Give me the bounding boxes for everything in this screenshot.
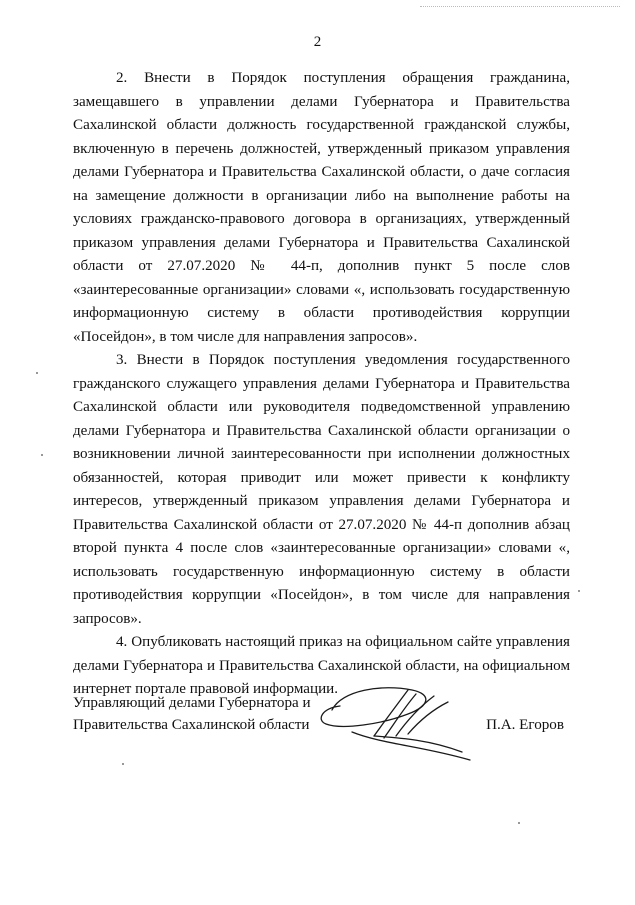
paragraph-item-2: 2. Внести в Порядок поступления обращения гражданина, замещавшего в управлении делами Губернатора и Правительства Сахалинской области должность государственной гражданской службы, включенную в перечень должностей, утвержденный приказом управления делами Губернатора и Правительства Сахалинской области, о даче согласия на замещение должности в организации либо на выполнение работы на условиях гражданско-правового договора в организациях, утвержденный приказом управления делами Губернатора и Правительства Сахалинской области от 27.07.2020 № 44-п, дополнив пункт 5 после слов «заинтересованные организации» словами «, использовать государственную информационную систему в области противодействия коррупции «Посейдон», в том числе для направления запросов».: [73, 70, 570, 345]
paragraph-item-4: 4. Опубликовать настоящий приказ на официальном сайте управления делами Губернатора и Правительства Сахалинской области, на официальном интернет портале правовой информации.: [73, 634, 570, 697]
scan-speck: [122, 763, 124, 765]
signatory-position: [73, 692, 323, 736]
scan-speck: [41, 454, 43, 456]
scan-edge-line: [420, 6, 620, 7]
signatory-position-line-1: Управляющий делами Губернатора и: [73, 695, 311, 711]
document-body: [73, 67, 570, 702]
scan-speck: [578, 590, 580, 592]
page-number: 2: [313, 34, 322, 50]
signatory-name: П.А. Егоров: [486, 717, 564, 733]
signatory-position-line-2: Правительства Сахалинской области: [73, 717, 310, 733]
scan-speck: [518, 822, 520, 824]
handwritten-signature: [312, 672, 472, 764]
scan-speck: [36, 372, 38, 374]
paragraph-item-3: 3. Внести в Порядок поступления уведомления государственного гражданского служащего управления делами Губернатора и Правительства Сахалинской области или руководителя подведомственной управлению делами Губернатора и Правительства Сахалинской области организации о возникновении личной заинтересованности при исполнении должностных обязанностей, которая приводит или может привести к конфликту интересов, утвержденный приказом управления делами Губернатора и Правительства Сахалинской области от 27.07.2020 № 44-п дополнив абзац второй пункта 4 после слов «заинтересованные организации» словами «, использовать государственную информационную систему в области противодействия коррупции «Посейдон», в том числе для направления запросов».: [73, 352, 570, 627]
